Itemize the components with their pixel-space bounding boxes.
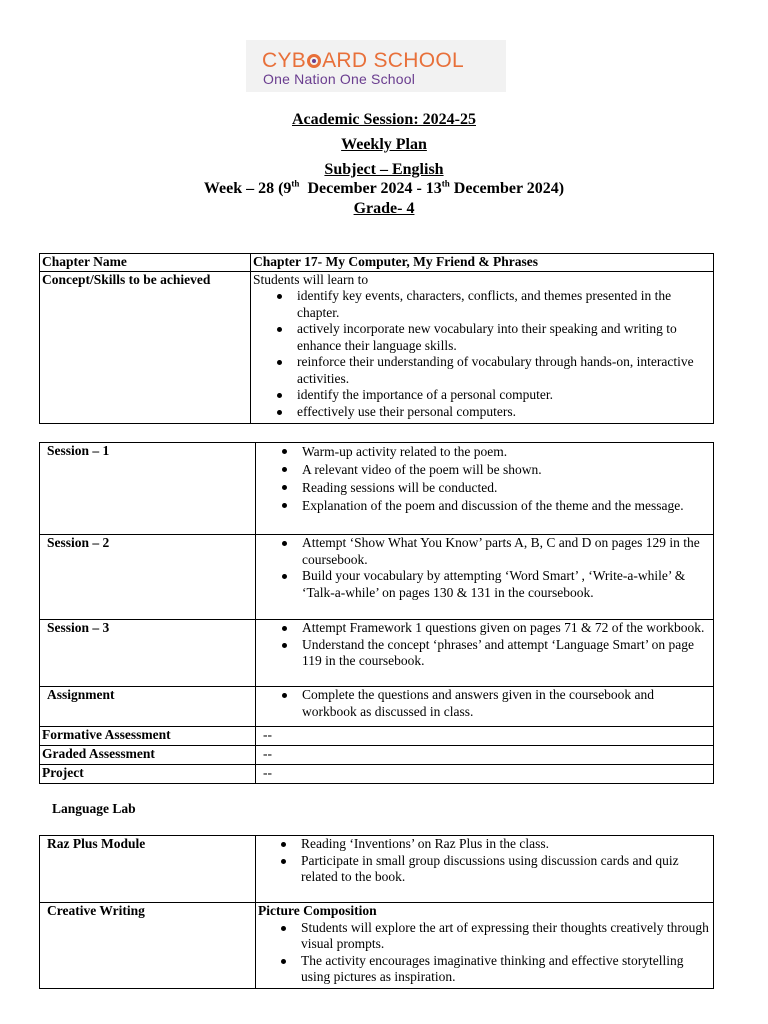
concept-skills-cell <box>251 271 714 423</box>
week-middle: December 2024 - 13 <box>299 180 442 197</box>
session-2-cell <box>256 535 714 620</box>
row-label: Project <box>40 765 256 784</box>
table-row <box>40 765 714 784</box>
session-2-list <box>258 535 711 601</box>
assignment-list <box>258 687 711 720</box>
table-row <box>40 254 714 272</box>
grade-title: Grade- 4 <box>353 200 415 217</box>
raz-plus-cell <box>256 836 714 903</box>
concept-intro: Students will learn to <box>253 271 369 287</box>
list-item: Explanation of the poem and discussion of the theme and the message. <box>302 497 711 515</box>
list-item: Understand the concept ‘phrases’ and attempt ‘Language Smart’ on page 119 in the coursebook. <box>302 637 711 670</box>
row-label: Session – 3 <box>40 620 256 687</box>
creative-writing-cell <box>256 903 714 989</box>
chapter-name-value: Chapter 17- My Computer, My Friend & Phrases <box>251 254 714 272</box>
list-item: Attempt ‘Show What You Know’ parts A, B, C and D on pages 129 in the coursebook. <box>302 535 711 568</box>
academic-session: Academic Session: 2024-25 <box>292 111 476 128</box>
session-3-list <box>258 620 711 670</box>
list-item: Reading sessions will be conducted. <box>302 479 711 497</box>
list-item: Warm-up activity related to the poem. <box>302 443 711 461</box>
session-1-cell <box>256 443 714 535</box>
list-item: The activity encourages imaginative thinking and effective storytelling using pictures as inspiration. <box>301 953 711 986</box>
session-3-cell <box>256 620 714 687</box>
table-row <box>40 620 714 687</box>
assignment-cell <box>256 687 714 727</box>
row-label: Graded Assessment <box>40 746 256 765</box>
list-item: A relevant video of the poem will be shown. <box>302 461 711 479</box>
table-row <box>40 443 714 535</box>
logo-o-icon <box>307 54 321 68</box>
row-label: Session – 1 <box>40 443 256 535</box>
list-item: reinforce their understanding of vocabulary through hands-on, interactive activities. <box>297 354 711 387</box>
table-row <box>40 687 714 727</box>
list-item: identify key events, characters, conflicts, and themes presented in the chapter. <box>297 288 711 321</box>
row-label: Raz Plus Module <box>40 836 256 903</box>
chapter-table <box>39 253 714 424</box>
row-label: Creative Writing <box>40 903 256 989</box>
project-value: -- <box>256 765 714 784</box>
table-row <box>40 535 714 620</box>
picture-composition-heading: Picture Composition <box>258 903 377 918</box>
row-label: Assignment <box>40 687 256 727</box>
weekly-plan-title: Weekly Plan <box>341 136 427 153</box>
week-suffix: December 2024) <box>449 180 565 197</box>
list-item: identify the importance of a personal computer. <box>297 387 711 404</box>
concept-list <box>253 288 711 420</box>
week-sup-end: th <box>441 178 450 189</box>
week-sup-start: th <box>291 178 300 189</box>
list-item: Complete the questions and answers given in the coursebook and workbook as discussed in class. <box>302 687 711 720</box>
row-label: Session – 2 <box>40 535 256 620</box>
row-label: Chapter Name <box>40 254 251 272</box>
school-logo <box>246 40 506 92</box>
table-row <box>40 727 714 746</box>
logo-title-part2: ARD SCHOOL <box>322 49 464 72</box>
list-item: Attempt Framework 1 questions given on pages 71 & 72 of the workbook. <box>302 620 711 637</box>
sessions-table <box>39 442 714 784</box>
logo-tagline: One Nation One School <box>263 71 416 87</box>
subject-title: Subject – English <box>324 161 444 178</box>
list-item: Reading ‘Inventions’ on Raz Plus in the class. <box>301 836 711 853</box>
row-label: Formative Assessment <box>40 727 256 746</box>
formative-assessment-value: -- <box>256 727 714 746</box>
creative-writing-list <box>258 920 711 986</box>
list-item: actively incorporate new vocabulary into their speaking and writing to enhance their language skills. <box>297 321 711 354</box>
list-item: Participate in small group discussions using discussion cards and quiz related to the book. <box>301 853 711 886</box>
list-item: Students will explore the art of expressing their thoughts creatively through visual prompts. <box>301 920 711 953</box>
table-row <box>40 836 714 903</box>
week-prefix: Week – 28 (9 <box>203 180 292 197</box>
raz-plus-list <box>258 836 711 886</box>
logo-title <box>262 49 464 73</box>
table-row <box>40 271 714 423</box>
week-range <box>0 179 768 198</box>
list-item: Build your vocabulary by attempting ‘Word Smart’ , ‘Write-a-while’ & ‘Talk-a-while’ on pages 130 & 131 in the coursebook. <box>302 568 711 601</box>
graded-assessment-value: -- <box>256 746 714 765</box>
session-1-list <box>258 443 711 515</box>
list-item: effectively use their personal computers. <box>297 404 711 421</box>
table-row <box>40 903 714 989</box>
language-lab-table <box>39 835 714 989</box>
language-lab-heading: Language Lab <box>52 801 136 816</box>
logo-title-part1: CYB <box>262 49 307 72</box>
table-row <box>40 746 714 765</box>
row-label: Concept/Skills to be achieved <box>40 271 251 423</box>
